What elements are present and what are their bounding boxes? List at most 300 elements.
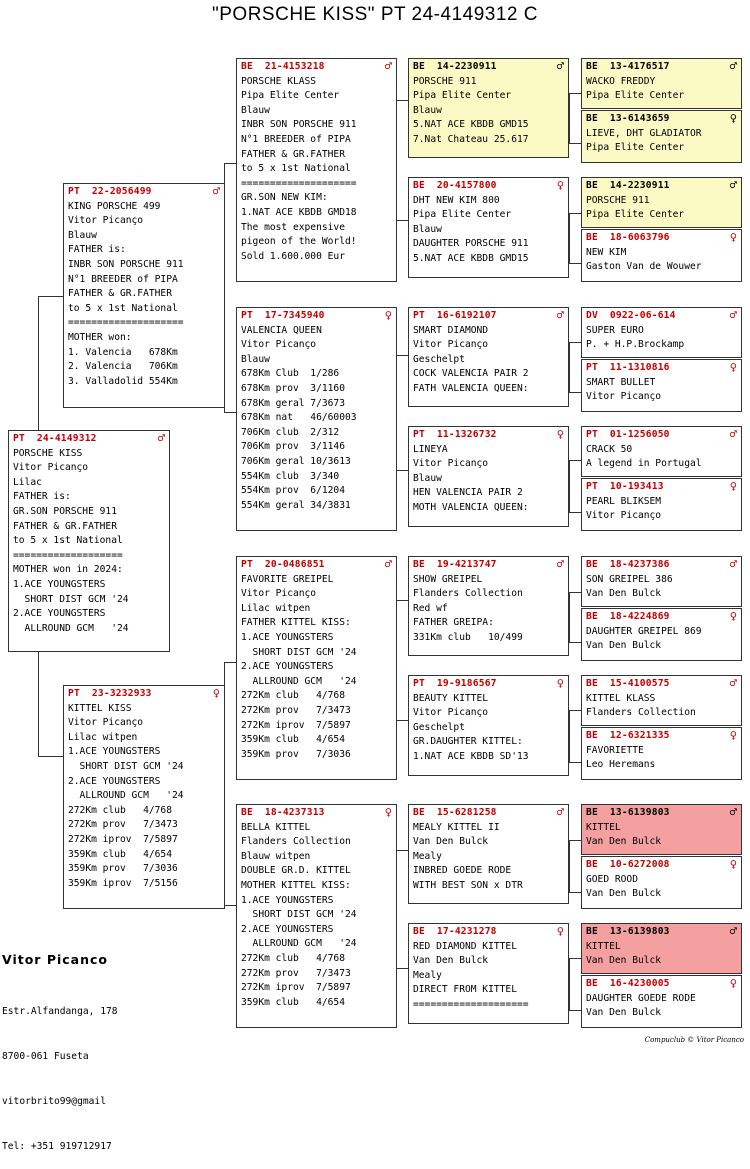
card-header — [586, 60, 737, 75]
pigeon-info-line: Blauw — [413, 223, 442, 235]
pigeon-card-fmf[interactable] — [408, 307, 569, 407]
pigeon-info-line: DIRECT FROM KITTEL — [413, 984, 517, 996]
pigeon-card-g15[interactable] — [581, 923, 742, 974]
pigeon-info-line: Lilac — [13, 476, 42, 488]
connector-line — [38, 652, 39, 756]
pigeon-card-g6[interactable] — [581, 359, 742, 412]
pigeon-card-g16[interactable] — [581, 975, 742, 1028]
connector-line — [38, 756, 66, 757]
pigeon-info-line: GR.DAUGHTER KITTEL: — [413, 736, 523, 748]
ring-number: BE 13-6143659 — [586, 113, 670, 124]
card-header — [586, 231, 737, 246]
pigeon-info-line: 3. Valladolid 554Km — [68, 375, 178, 387]
pigeon-info-line: GR.SON PORSCHE 911 — [13, 505, 117, 517]
female-icon: ♀ — [384, 805, 392, 819]
ring-number: PT 19-9186567 — [413, 678, 497, 689]
pigeon-name: KITTEL — [586, 821, 621, 833]
pigeon-card-g10[interactable] — [581, 608, 742, 661]
ring-number: DV 0922-06-614 — [586, 310, 676, 321]
pigeon-name: SUPER EURO — [586, 324, 644, 336]
pigeon-info-line: GR.SON NEW KIM: — [241, 192, 328, 204]
connector-line — [224, 163, 236, 164]
connector-line — [569, 342, 570, 392]
female-icon: ♀ — [556, 924, 564, 938]
pigeon-card-dam-dam[interactable] — [236, 804, 397, 1028]
pigeon-card-g14[interactable] — [581, 856, 742, 909]
ring-number: PT 10-193413 — [586, 481, 664, 492]
pigeon-name: PORSCHE 911 — [586, 194, 650, 206]
connector-line — [569, 592, 570, 642]
pigeon-card-g12[interactable] — [581, 727, 742, 780]
male-icon: ♂ — [556, 59, 564, 73]
pigeon-info-line: Red wf — [413, 602, 448, 614]
pigeon-info-line: DOUBLE GR.D. KITTEL — [241, 865, 351, 877]
pigeon-name: RED DIAMOND KITTEL — [413, 940, 517, 952]
pigeon-info-line: Van Den Bulck — [586, 955, 662, 967]
pigeon-info-line: Van Den Bulck — [586, 836, 662, 848]
pigeon-info-line: MOTH VALENCIA QUEEN: — [413, 501, 529, 513]
pigeon-name: FAVORIETTE — [586, 744, 644, 756]
phone-line: Tel: +351 919712917 — [2, 1141, 112, 1152]
ring-number: BE 16-4230005 — [586, 978, 670, 989]
connector-line — [569, 1010, 581, 1011]
connector-line — [396, 600, 408, 601]
pigeon-info-line: 1.ACE YOUNGSTERS — [241, 894, 334, 906]
pigeon-info-line: MOTHER won: — [68, 331, 132, 343]
connector-line — [569, 592, 581, 593]
pigeon-info-line: Blauw — [68, 229, 97, 241]
male-icon: ♂ — [556, 557, 564, 571]
pigeon-name: FAVORITE GREIPEL — [241, 573, 334, 585]
connector-line — [396, 220, 408, 221]
female-icon: ♀ — [729, 230, 737, 244]
pigeon-info-line: ALLROUND GCM '24 — [241, 938, 357, 950]
pigeon-card-fff[interactable] — [408, 58, 569, 158]
pigeon-info-line: FATHER & GR.FATHER — [68, 288, 172, 300]
card-header — [241, 558, 392, 573]
card-header — [413, 179, 564, 194]
pigeon-card-ffm[interactable] — [408, 177, 569, 278]
pigeon-info-line: 1.ACE YOUNGSTERS — [68, 746, 161, 758]
female-icon: ♀ — [729, 728, 737, 742]
male-icon: ♂ — [157, 431, 165, 445]
ring-number: BE 10-6272008 — [586, 859, 670, 870]
pigeon-info-line: SHORT DIST GCM '24 — [241, 646, 357, 658]
pigeon-card-mff[interactable] — [408, 556, 569, 656]
pigeon-info-line: Van Den Bulck — [413, 955, 489, 967]
connector-line — [569, 840, 581, 841]
pigeon-name: PEARL BLIKSEM — [586, 495, 662, 507]
card-header — [586, 558, 737, 573]
pigeon-name: KING PORSCHE 499 — [68, 200, 161, 212]
female-icon: ♀ — [384, 308, 392, 322]
pigeon-info-line: FATHER is: — [13, 491, 71, 503]
pigeon-card-sire[interactable] — [63, 183, 225, 408]
ring-number: BE 19-4213747 — [413, 559, 497, 570]
ring-number: BE 17-4231278 — [413, 926, 497, 937]
pigeon-card-dam[interactable] — [63, 685, 225, 909]
pigeon-card-g1[interactable] — [581, 58, 742, 109]
pigeon-info-line: Van Den Bulck — [586, 588, 662, 600]
pigeon-info-line: Vitor Picanço — [413, 339, 489, 351]
connector-line — [569, 460, 581, 461]
connector-line — [569, 958, 570, 1010]
pigeon-info-line: Pipa Elite Center — [586, 142, 685, 154]
pigeon-info-line: Pipa Elite Center — [413, 90, 512, 102]
female-icon: ♀ — [729, 111, 737, 125]
pigeon-info-line: Pipa Elite Center — [586, 90, 685, 102]
pigeon-info-line: 5.NAT ACE KBDB GMD15 — [413, 252, 529, 264]
pigeon-name: KITTEL — [586, 940, 621, 952]
card-header — [586, 677, 737, 692]
card-header — [413, 60, 564, 75]
male-icon: ♂ — [729, 427, 737, 441]
pigeon-card-g8[interactable] — [581, 478, 742, 531]
pigeon-info-line: Mealy — [413, 969, 442, 981]
pigeon-info-line: 272Km iprov 7/5897 — [241, 719, 351, 731]
ring-number: PT 11-1326732 — [413, 429, 497, 440]
connector-line — [569, 710, 570, 762]
connector-line — [569, 710, 581, 711]
connector-line — [569, 892, 581, 893]
pigeon-info-line: ALLROUND GCM '24 — [13, 622, 129, 634]
pigeon-name: SON GREIPEL 386 — [586, 573, 673, 585]
card-header — [586, 729, 737, 744]
card-header — [586, 309, 737, 324]
pigeon-card-mmf[interactable] — [408, 804, 569, 904]
card-header — [413, 925, 564, 940]
pigeon-info-line: FATH VALENCIA QUEEN: — [413, 382, 529, 394]
connector-line — [396, 470, 408, 471]
pigeon-info-line: 706Km prov 3/1146 — [241, 441, 345, 453]
ring-number: PT 20-0486851 — [241, 559, 325, 570]
pigeon-info-line: FATHER GREIPA: — [413, 617, 494, 629]
pigeon-name: SHOW GREIPEL — [413, 573, 483, 585]
connector-line — [224, 662, 236, 663]
ring-number: BE 18-4237313 — [241, 807, 325, 818]
pigeon-info-line: Vitor Picanço — [241, 339, 317, 351]
pigeon-name: NEW KIM — [586, 246, 627, 258]
connector-line — [569, 213, 570, 263]
pigeon-info-line: Blauw — [241, 104, 270, 116]
pigeon-info-line: Blauw witpen — [241, 850, 311, 862]
pigeon-info-line: MOTHER KITTEL KISS: — [241, 879, 351, 891]
pigeon-info-line: 2.ACE YOUNGSTERS — [13, 608, 106, 620]
connector-line — [569, 213, 581, 214]
card-header — [586, 480, 737, 495]
card-header — [586, 610, 737, 625]
pigeon-info-line: FATHER KITTEL KISS: — [241, 617, 351, 629]
card-header — [586, 858, 737, 873]
pigeon-info-line: MOTHER won in 2024: — [13, 564, 123, 576]
ring-number: PT 23-3232933 — [68, 688, 152, 699]
ring-number: BE 13-6139803 — [586, 926, 670, 937]
pigeon-info-line: INBR SON PORSCHE 911 — [68, 258, 184, 270]
pigeon-info-line: 2.ACE YOUNGSTERS — [241, 923, 334, 935]
connector-line — [569, 263, 581, 264]
pigeon-info-line: 359Km iprov 7/5156 — [68, 877, 178, 889]
ring-number: PT 16-6192107 — [413, 310, 497, 321]
pigeon-info-line: FATHER & GR.FATHER — [241, 148, 345, 160]
email-line: vitorbrito99@gmail — [2, 1096, 106, 1107]
pigeon-card-g4[interactable] — [581, 229, 742, 282]
connector-line — [396, 850, 408, 851]
male-icon: ♂ — [729, 924, 737, 938]
pigeon-info-line: 706Km club 2/312 — [241, 426, 340, 438]
card-header — [586, 179, 737, 194]
connector-line — [38, 296, 66, 297]
pigeon-info-line: Sold 1.600.000 Eur — [241, 250, 345, 262]
ring-number: BE 14-2230911 — [413, 61, 497, 72]
connector-line — [569, 93, 581, 94]
pigeon-name: GOED ROOD — [586, 873, 638, 885]
pigeon-info-line: INBR SON PORSCHE 911 — [241, 119, 357, 131]
ring-number: BE 21-4153218 — [241, 61, 325, 72]
pigeon-info-line: 272Km iprov 7/5897 — [241, 982, 351, 994]
pigeon-card-sire-dam[interactable] — [236, 307, 397, 531]
pigeon-info-line: 359Km prov 7/3036 — [241, 748, 351, 760]
male-icon: ♂ — [384, 557, 392, 571]
connector-line — [569, 143, 581, 144]
pigeon-info-line: ==================== — [241, 177, 357, 189]
pigeon-info-line: Vitor Picanço — [68, 717, 144, 729]
pigeon-name: WACKO FREDDY — [586, 75, 656, 87]
pigeon-info-line: WITH BEST SON x DTR — [413, 879, 523, 891]
pigeon-info-line: Blauw — [413, 104, 442, 116]
pigeon-info-line: Van Den Bulck — [586, 1007, 662, 1019]
pigeon-info-line: Leo Heremans — [586, 759, 656, 771]
pigeon-name: PORSCHE KLASS — [241, 75, 317, 87]
male-icon: ♂ — [729, 59, 737, 73]
connector-line — [224, 412, 236, 413]
pigeon-info-line: 554Km prov 6/1204 — [241, 485, 345, 497]
pigeon-info-line: 678Km prov 3/1160 — [241, 382, 345, 394]
pigeon-info-line: Geschelpt — [413, 353, 465, 365]
pigeon-info-line: 706Km geral 10/3613 — [241, 455, 351, 467]
pigeon-info-line: Vitor Picanço — [13, 462, 89, 474]
ring-number: BE 12-6321335 — [586, 730, 670, 741]
pigeon-info-line: 359Km club 4/654 — [241, 734, 345, 746]
pigeon-info-line: 272Km prov 7/3473 — [241, 967, 351, 979]
pigeon-info-line: 1.NAT ACE KBDB SD'13 — [413, 750, 529, 762]
card-header — [586, 428, 737, 443]
ring-number: PT 17-7345940 — [241, 310, 325, 321]
male-icon: ♂ — [729, 178, 737, 192]
pigeon-name: DHT NEW KIM 800 — [413, 194, 500, 206]
pigeon-info-line: 554Km geral 34/3831 — [241, 499, 351, 511]
pigeon-info-line: Gaston Van de Wouwer — [586, 261, 702, 273]
pigeon-info-line: 678Km geral 7/3673 — [241, 397, 345, 409]
male-icon: ♂ — [729, 308, 737, 322]
ring-number: PT 11-1310816 — [586, 362, 670, 373]
pigeon-info-line: A legend in Portugal — [586, 458, 702, 470]
pigeon-card-g2[interactable] — [581, 110, 742, 163]
pigeon-card-mfm[interactable] — [408, 675, 569, 776]
owner-address — [2, 974, 118, 1169]
connector-line — [396, 720, 408, 721]
connector-line — [569, 840, 570, 892]
card-header — [586, 112, 737, 127]
connector-line — [569, 958, 581, 959]
pigeon-card-fmm[interactable] — [408, 426, 569, 527]
pigeon-info-line: Geschelpt — [413, 721, 465, 733]
pigeon-info-line: Mealy — [413, 850, 442, 862]
pigeon-info-line: Lilac witpen — [68, 731, 138, 743]
card-header — [68, 185, 220, 200]
female-icon: ♀ — [556, 427, 564, 441]
female-icon: ♀ — [556, 178, 564, 192]
pigeon-info-line: Flanders Collection — [413, 588, 523, 600]
connector-line — [569, 642, 581, 643]
pigeon-name: PORSCHE 911 — [413, 75, 477, 87]
female-icon: ♀ — [729, 609, 737, 623]
connector-line — [569, 392, 581, 393]
pigeon-info-line: ALLROUND GCM '24 — [68, 790, 184, 802]
pigeon-info-line: Pipa Elite Center — [241, 90, 340, 102]
pigeon-info-line: P. + H.P.Brockamp — [586, 339, 685, 351]
pigeon-card-subject[interactable] — [8, 430, 170, 652]
pigeon-info-line: DAUGHTER PORSCHE 911 — [413, 238, 529, 250]
pigeon-info-line: ==================== — [413, 998, 529, 1010]
pigeon-name: LINEYA — [413, 443, 448, 455]
male-icon: ♂ — [212, 184, 220, 198]
pigeon-card-g3[interactable] — [581, 177, 742, 228]
pigeon-info-line: 2. Valencia 706Km — [68, 361, 178, 373]
connector-line — [569, 512, 581, 513]
pigeon-info-line: Vitor Picanço — [586, 391, 662, 403]
pigeon-name: DAUGHTER GREIPEL 869 — [586, 625, 702, 637]
pigeon-info-line: 1. Valencia 678Km — [68, 346, 178, 358]
pigeon-info-line: Blauw — [413, 472, 442, 484]
female-icon: ♀ — [556, 676, 564, 690]
card-header — [413, 677, 564, 692]
connector-line — [569, 762, 581, 763]
female-icon: ♀ — [729, 479, 737, 493]
ring-number: BE 13-6139803 — [586, 807, 670, 818]
pigeon-info-line: =================== — [13, 549, 123, 561]
pigeon-info-line: 1.NAT ACE KBDB GMD18 — [241, 206, 357, 218]
card-header — [413, 558, 564, 573]
credit-text: Compuclub © Vitor Picanco — [644, 1036, 744, 1044]
ring-number: BE 18-4224869 — [586, 611, 670, 622]
ring-number: BE 15-4100575 — [586, 678, 670, 689]
pigeon-name: KITTEL KISS — [68, 702, 132, 714]
male-icon: ♂ — [384, 59, 392, 73]
pigeon-info-line: 331Km club 10/499 — [413, 631, 523, 643]
pigeon-info-line: N°1 BREEDER of PIPA — [68, 273, 178, 285]
page-title: "PORSCHE KISS" PT 24-4149312 C — [212, 4, 538, 25]
card-header — [586, 977, 737, 992]
pigeon-info-line: pigeon of the World! — [241, 236, 357, 248]
pigeon-info-line: Vitor Picanço — [68, 215, 144, 227]
pigeon-card-g13[interactable] — [581, 804, 742, 855]
pigeon-info-line: Vitor Picanço — [413, 707, 489, 719]
connector-line — [396, 968, 408, 969]
address-line: 8700-061 Fuseta — [2, 1051, 89, 1062]
pigeon-info-line: to 5 x 1st National — [68, 302, 178, 314]
pigeon-info-line: 1.ACE YOUNGSTERS — [13, 578, 106, 590]
pigeon-name: MEALY KITTEL II — [413, 821, 500, 833]
ring-number: BE 18-4237386 — [586, 559, 670, 570]
card-header — [413, 309, 564, 324]
pigeon-info-line: COCK VALENCIA PAIR 2 — [413, 368, 529, 380]
ring-number: PT 24-4149312 — [13, 433, 97, 444]
pigeon-name: KITTEL KLASS — [586, 692, 656, 704]
pigeon-card-mmm[interactable] — [408, 923, 569, 1024]
card-header — [413, 428, 564, 443]
pigeon-info-line: 272Km prov 7/3473 — [68, 819, 178, 831]
pigeon-name: BELLA KITTEL — [241, 821, 311, 833]
pigeon-card-g5[interactable] — [581, 307, 742, 358]
pigeon-info-line: Flanders Collection — [586, 707, 696, 719]
pigeon-card-sire-sire[interactable] — [236, 58, 397, 282]
card-header — [413, 806, 564, 821]
ring-number: PT 01-1256050 — [586, 429, 670, 440]
male-icon: ♂ — [729, 676, 737, 690]
pigeon-info-line: SHORT DIST GCM '24 — [13, 593, 129, 605]
male-icon: ♂ — [556, 308, 564, 322]
card-header — [241, 309, 392, 324]
pigeon-info-line: 554Km club 3/340 — [241, 470, 340, 482]
connector-line — [569, 93, 570, 143]
ring-number: BE 13-4176517 — [586, 61, 670, 72]
ring-number: BE 20-4157800 — [413, 180, 497, 191]
pigeon-info-line: 272Km club 4/768 — [241, 952, 345, 964]
pigeon-name: SMART BULLET — [586, 376, 656, 388]
connector-line — [396, 355, 408, 356]
pigeon-info-line: 2.ACE YOUNGSTERS — [241, 661, 334, 673]
pigeon-info-line: 359Km club 4/654 — [68, 848, 172, 860]
card-header — [586, 925, 737, 940]
pigeon-card-g9[interactable] — [581, 556, 742, 607]
pigeon-name: SMART DIAMOND — [413, 324, 489, 336]
owner-name: Vitor Picanco — [2, 952, 109, 967]
pigeon-info-line: 359Km club 4/654 — [241, 996, 345, 1008]
pigeon-info-line: 2.ACE YOUNGSTERS — [68, 775, 161, 787]
pigeon-info-line: Lilac witpen — [241, 602, 311, 614]
pigeon-info-line: 7.Nat Chateau 25.617 — [413, 133, 529, 145]
pigeon-card-g11[interactable] — [581, 675, 742, 726]
pigeon-info-line: 678Km Club 1/286 — [241, 368, 340, 380]
pigeon-info-line: Vitor Picanço — [413, 458, 489, 470]
pigeon-card-dam-sire[interactable] — [236, 556, 397, 780]
pigeon-info-line: SHORT DIST GCM '24 — [68, 760, 184, 772]
connector-line — [569, 460, 570, 512]
pigeon-info-line: FATHER is: — [68, 244, 126, 256]
pigeon-info-line: Van Den Bulck — [586, 640, 662, 652]
pigeon-name: PORSCHE KISS — [13, 447, 83, 459]
pigeon-info-line: 678Km nat 46/60003 — [241, 412, 357, 424]
female-icon: ♀ — [729, 857, 737, 871]
pigeon-info-line: to 5 x 1st National — [13, 535, 123, 547]
male-icon: ♂ — [556, 805, 564, 819]
pigeon-info-line: SHORT DIST GCM '24 — [241, 909, 357, 921]
pigeon-name: LIEVE, DHT GLADIATOR — [586, 127, 702, 139]
pigeon-info-line: N°1 BREEDER of PIPA — [241, 133, 351, 145]
pigeon-info-line: INBRED GOEDE RODE — [413, 865, 512, 877]
pigeon-info-line: 272Km club 4/768 — [68, 804, 172, 816]
card-header — [241, 60, 392, 75]
connector-line — [224, 905, 236, 906]
ring-number: BE 18-6063796 — [586, 232, 670, 243]
pigeon-info-line: 272Km iprov 7/5897 — [68, 833, 178, 845]
pigeon-info-line: ==================== — [68, 317, 184, 329]
ring-number: PT 22-2056499 — [68, 186, 152, 197]
connector-line — [38, 296, 39, 431]
pigeon-info-line: 1.ACE YOUNGSTERS — [241, 631, 334, 643]
pigeon-card-g7[interactable] — [581, 426, 742, 477]
pigeon-info-line: Pipa Elite Center — [413, 209, 512, 221]
